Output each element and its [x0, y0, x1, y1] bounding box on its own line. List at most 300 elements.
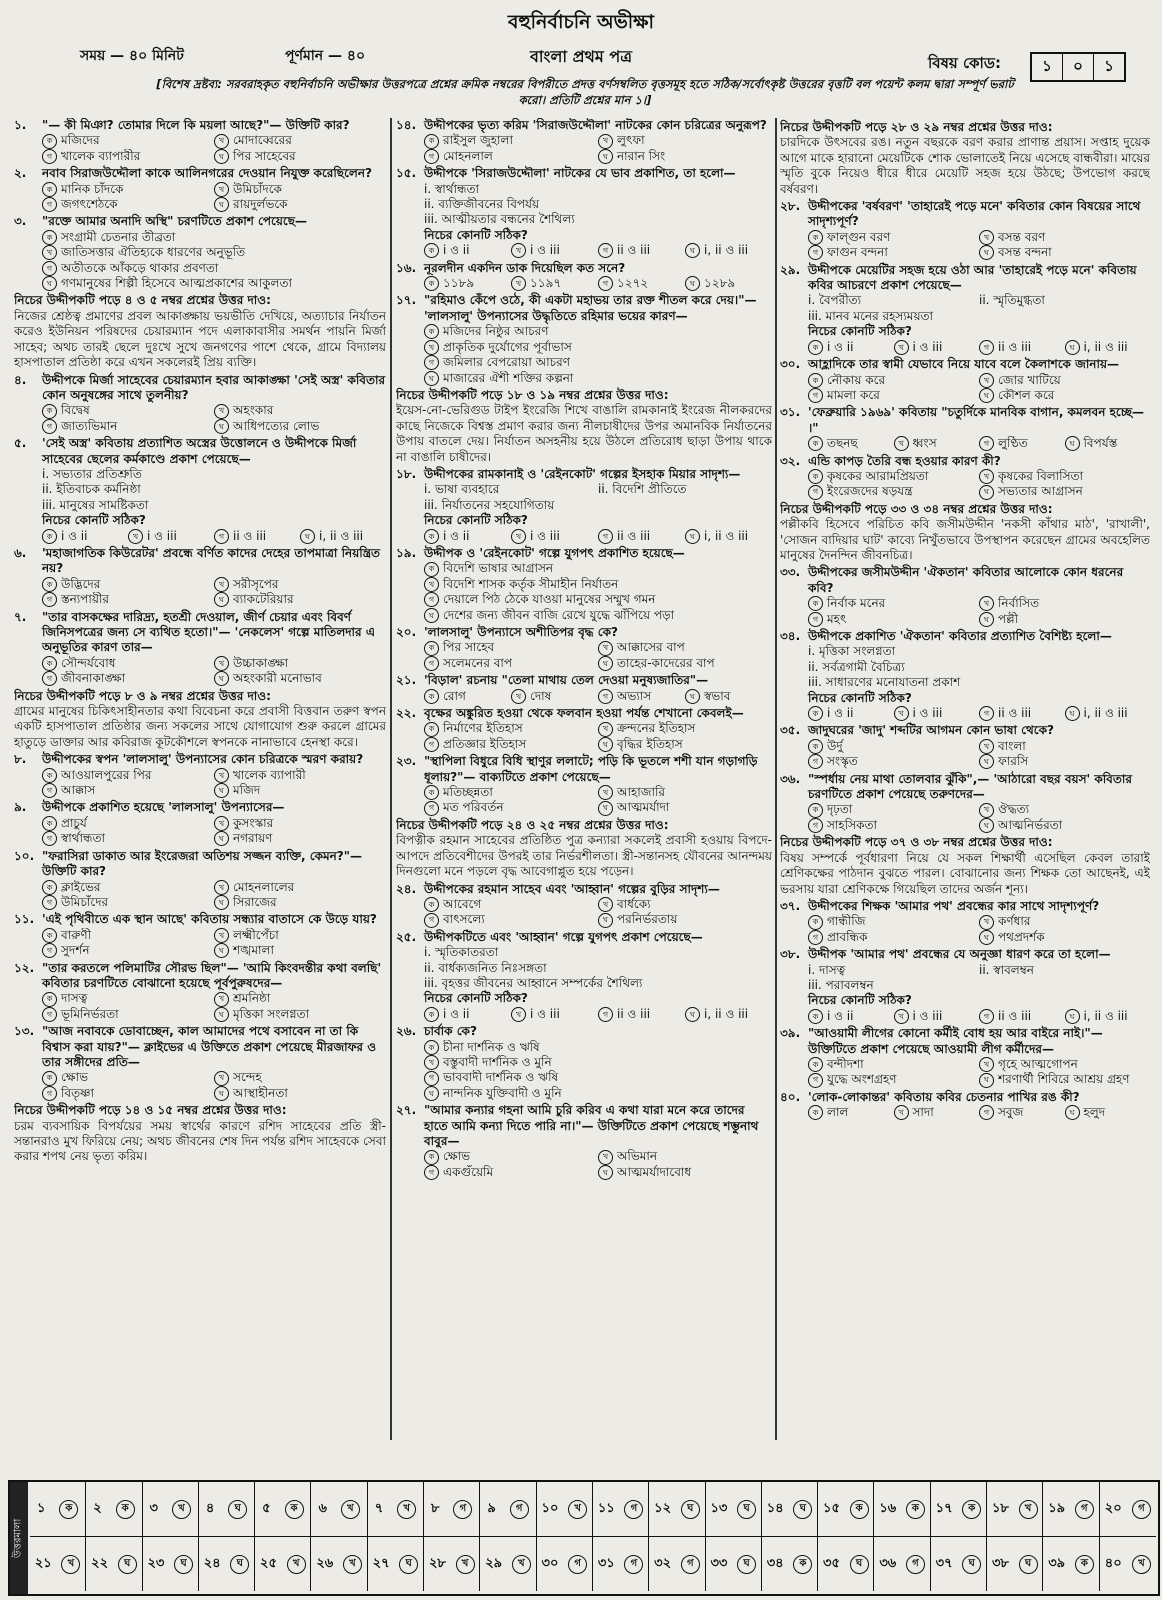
- option-letter-circle: গ: [424, 355, 439, 370]
- answer-key-cell: [706, 1537, 762, 1591]
- option-letter-circle: ঘ: [214, 1007, 229, 1022]
- question-header: [780, 899, 1150, 914]
- question-header: [780, 565, 1150, 596]
- option-letter-circle: গ: [42, 197, 57, 212]
- answer-key-row: [30, 1482, 1156, 1537]
- option-text: খালেক ব্যাপারীর: [61, 148, 141, 163]
- statement-item: iii. আত্মীয়তার বন্ধনের শৈথিল্য: [424, 212, 575, 227]
- option-text: সাহসিকতা: [827, 817, 877, 832]
- option-letter-circle: ঘ: [685, 243, 700, 258]
- option-item: [424, 340, 772, 355]
- option-text: আস্থাহীনতা: [233, 1085, 288, 1100]
- option-letter-circle: ঘ: [685, 276, 700, 291]
- stimulus-text: পল্লীকবি হিসেবে পরিচিত কবি জসীমউদ্দীন 'নকসী কাঁথার মাঠ', 'রাখালী', 'সোজন বাদিয়ার ঘাট' কাব্যে নিখুঁতভাবে উপস্থাপন করেছেন গ্রামের অবহেলিত মানুষের দৈনন্দিন জীবনচিত্র।: [780, 517, 1150, 562]
- option-letter-circle: খ: [894, 706, 909, 721]
- question-text: উদ্দীপকে মেয়েটির সহজ হয়ে ওঠা আর 'তাহারেই পড়ে মনে' কবিতায় কবির আচরণে প্রকাশ পেয়েছে—: [808, 262, 1137, 293]
- option-letter-circle: ঘ: [424, 1086, 439, 1101]
- option-text: সুদর্শন: [61, 943, 90, 958]
- answer-letter-circle: খ: [397, 1500, 416, 1519]
- option-letter-circle: গ: [42, 783, 57, 798]
- question-header: [780, 357, 1150, 372]
- answer-letter-circle: ঘ: [737, 1500, 756, 1519]
- question-number: ২.: [14, 166, 27, 181]
- option-text: মৃত্তিকা সংলগ্নতা: [233, 1006, 310, 1021]
- option-item: [42, 656, 214, 671]
- option-letter-circle: ঘ: [979, 930, 994, 945]
- option-text: একগুঁয়েমি: [443, 1164, 494, 1179]
- question-number: ২০.: [396, 625, 417, 639]
- option-list: [42, 230, 386, 292]
- answer-key-cell: [762, 1537, 818, 1591]
- option-list: [424, 529, 772, 544]
- option-letter-circle: ক: [42, 880, 57, 895]
- option-item: [214, 943, 386, 958]
- option-letter-circle: ঘ: [685, 1007, 700, 1022]
- option-item: [894, 1105, 980, 1120]
- option-text: i, ii ও iii: [319, 528, 364, 543]
- option-text: রোগ: [443, 688, 466, 703]
- option-text: মানিক চাঁদকে: [61, 181, 124, 196]
- question-header: [14, 800, 386, 815]
- question-item: [780, 565, 1150, 627]
- exam-header: [0, 0, 1162, 112]
- question-header: [780, 263, 1150, 294]
- option-item: [1065, 1009, 1151, 1024]
- option-text: স্বার্থান্ধতা: [61, 831, 106, 846]
- statement-list: [808, 963, 1150, 994]
- question-number: ২৭.: [396, 1103, 417, 1118]
- option-letter-circle: গ: [42, 149, 57, 164]
- option-letter-circle: গ: [424, 1071, 439, 1086]
- option-letter-circle: খ: [511, 276, 526, 291]
- answer-key-cell: [311, 1482, 367, 1536]
- answer-letter-circle: খ: [287, 1555, 306, 1574]
- option-text: মতিচ্ছন্নতা: [443, 785, 493, 800]
- question-header: [396, 166, 772, 181]
- option-letter-circle: ক: [42, 768, 57, 783]
- option-item: [424, 1055, 772, 1070]
- question-item: [780, 454, 1150, 500]
- question-number: ১০.: [14, 848, 35, 863]
- answer-key-cell: [368, 1482, 424, 1536]
- answer-key-cell: [1100, 1482, 1156, 1536]
- answer-key-cell: [480, 1482, 536, 1536]
- question-item: [14, 752, 386, 798]
- option-text: ii ও iii: [617, 243, 651, 258]
- option-item: [979, 245, 1150, 260]
- option-text: মোহনলাল: [443, 148, 493, 163]
- option-letter-circle: ক: [808, 739, 823, 754]
- option-letter-circle: গ: [42, 671, 57, 686]
- option-item: [808, 930, 979, 945]
- question-item: [14, 166, 386, 212]
- statement-list: [424, 945, 772, 991]
- option-text: কর্ণধার: [998, 914, 1031, 929]
- statement-item: iii. মানব মনের রহস্যময়তা: [808, 308, 934, 323]
- option-letter-circle: গ: [42, 419, 57, 434]
- question-item: [14, 436, 386, 544]
- option-item: [598, 640, 772, 655]
- option-list: [808, 914, 1150, 945]
- option-text: অতীতকে আঁকড়ে থাকার প্রবণতা: [61, 260, 219, 275]
- answer-key-cell: [1100, 1537, 1156, 1591]
- which-correct-label: নিচের কোনটি সঠিক?: [808, 324, 912, 339]
- option-text: নির্মাণের ইতিহাস: [443, 721, 523, 736]
- stimulus-heading: নিচের উদ্দীপকটি পড়ে ২৮ ও ২৯ নম্বর প্রশ্নের উত্তর দাও:: [780, 120, 1053, 134]
- option-item: [979, 739, 1150, 754]
- question-text: চার্বাক কে?: [424, 1024, 477, 1039]
- answer-question-number: ৫: [262, 1500, 271, 1516]
- subject-code-digit: ১: [1104, 56, 1114, 75]
- option-text: লাল: [827, 1105, 849, 1120]
- answer-letter-circle: গ: [453, 1500, 472, 1519]
- answer-letter-circle: ঘ: [681, 1500, 700, 1519]
- option-item: [42, 403, 214, 418]
- option-item: [42, 133, 214, 148]
- question-text: উদ্দীপকে 'সিরাজউদ্দৌলা' নাটকের যে ভাব প্রকাশিত, তা হলো—: [424, 166, 736, 181]
- answer-question-number: ৩৬: [879, 1555, 897, 1571]
- answer-key-cell: [818, 1537, 874, 1591]
- option-text: দাসত্ব: [61, 991, 88, 1006]
- option-text: কুসংস্কার: [233, 815, 274, 830]
- option-item: [424, 1149, 598, 1164]
- option-letter-circle: ঘ: [979, 485, 994, 500]
- option-item: [598, 276, 685, 291]
- option-item: [424, 133, 598, 148]
- option-text: ভূমিনির্ভরতা: [61, 1006, 119, 1021]
- option-text: ক্ষোভ: [443, 1149, 471, 1164]
- option-text: ইংরেজদের ষড়যন্ত্র: [827, 484, 913, 499]
- option-letter-circle: ক: [424, 897, 439, 912]
- question-number: ৩৪.: [780, 629, 801, 643]
- option-item: [214, 197, 386, 212]
- option-item: [808, 436, 894, 451]
- option-letter-circle: ক: [808, 915, 823, 930]
- option-letter-circle: ক: [808, 1105, 823, 1120]
- option-letter-circle: খ: [894, 340, 909, 355]
- option-letter-circle: খ: [214, 182, 229, 197]
- option-item: [598, 133, 772, 148]
- option-letter-circle: খ: [598, 134, 613, 149]
- option-list: [808, 1057, 1150, 1088]
- option-text: জাত্যভিমান: [61, 418, 118, 433]
- question-number: ৪০.: [780, 1089, 801, 1104]
- answer-letter-circle: খ: [61, 1555, 80, 1574]
- statement-item: i. বৈপরীত্য: [808, 293, 862, 308]
- option-text: ii ও iii: [617, 528, 651, 543]
- option-letter-circle: ক: [424, 324, 439, 339]
- question-number: ৯.: [14, 800, 27, 815]
- answer-key-cell: [143, 1482, 199, 1536]
- option-letter-circle: ক: [808, 373, 823, 388]
- answer-question-number: ৭: [374, 1500, 384, 1516]
- answer-key-cell: [30, 1482, 86, 1536]
- option-text: i ও ii: [827, 706, 854, 721]
- option-item: [424, 355, 772, 370]
- question-item: [780, 357, 1150, 403]
- question-text: "তার করতলে পলিমাটির সৌরভ ছিল"— 'আমি কিংবদন্তীর কথা বলছি' কবিতার চরণটিতে বোঝানো হয়েছে পূর্বপুরুষদের—: [42, 960, 382, 990]
- option-item: [424, 149, 598, 164]
- stimulus-block: [14, 689, 386, 751]
- question-text: বৃক্ষের অঙ্কুরিত হওয়া থেকে ফলবান হওয়া পর্যন্ত শেখানো কেবলই—: [424, 706, 744, 721]
- statement-item: ii. সর্বত্রগামী বৈচিত্র্য: [808, 659, 905, 674]
- option-text: i ও iii: [912, 1008, 943, 1023]
- question-text: 'মহাজাগতিক কিউরেটর' প্রবন্ধে বর্ণিত কাদের দেহের তাপমাত্রা নিয়ন্ত্রিত নয়?: [42, 545, 381, 576]
- option-letter-circle: খ: [214, 404, 229, 419]
- answer-key-cell: [649, 1537, 705, 1591]
- answer-letter-circle: খ: [568, 1500, 587, 1519]
- option-letter-circle: ঘ: [214, 197, 229, 212]
- option-item: [214, 419, 386, 434]
- stimulus-heading: নিচের উদ্দীপকটি পড়ে ৪ ও ৫ নম্বর প্রশ্নের উত্তর দাও:: [14, 293, 271, 308]
- option-item: [214, 133, 386, 148]
- option-item: [685, 529, 772, 544]
- option-text: মজিদের নিষ্ঠুর আচরণ: [443, 324, 549, 339]
- answer-letter-circle: ক: [116, 1500, 135, 1519]
- option-item: [511, 1007, 598, 1022]
- option-text: i ও ii: [61, 528, 88, 543]
- option-item: [598, 656, 772, 671]
- option-item: [300, 529, 386, 544]
- question-text: "ফরাসিরা ডাকাত আর ইংরেজরা অতিশয় সজ্জন ব্যক্তি, কেমন?"— উক্তিটি কার?: [42, 848, 363, 879]
- option-letter-circle: গ: [424, 149, 439, 164]
- exam-subject: বাংলা প্রথম পত্র: [530, 47, 632, 66]
- option-text: i ও iii: [912, 706, 943, 721]
- answer-question-number: ৩৭: [935, 1555, 953, 1571]
- question-text: নূরলদীন একদিন ডাক দিয়েছিল কত সনে?: [424, 260, 626, 275]
- option-text: সিরাজের: [233, 894, 277, 909]
- answer-question-number: ২৬: [316, 1555, 334, 1571]
- option-list: [808, 706, 1150, 721]
- question-header: [780, 772, 1150, 803]
- option-list: [42, 816, 386, 847]
- option-item: [894, 1009, 980, 1024]
- option-letter-circle: খ: [214, 577, 229, 592]
- answer-question-number: ১১: [597, 1500, 615, 1516]
- option-item: [42, 783, 214, 798]
- option-item: [214, 831, 386, 846]
- option-letter-circle: গ: [42, 1086, 57, 1101]
- option-letter-circle: ঘ: [214, 419, 229, 434]
- option-text: মজিদ: [233, 783, 261, 798]
- option-item: [979, 612, 1150, 627]
- option-letter-circle: খ: [214, 928, 229, 943]
- option-text: দেশের জন্য জীবন বাজি রেখে যুদ্ধে ঝাঁপিয়ে পড়া: [443, 607, 675, 622]
- question-item: [396, 293, 772, 385]
- option-list: [424, 561, 772, 623]
- option-item: [42, 943, 214, 958]
- option-item: [808, 373, 979, 388]
- option-letter-circle: ঘ: [979, 754, 994, 769]
- option-letter-circle: গ: [808, 388, 823, 403]
- question-header: [14, 752, 386, 767]
- option-item: [42, 928, 214, 943]
- option-letter-circle: গ: [598, 1007, 613, 1022]
- question-number: ২২.: [396, 706, 417, 721]
- option-item: [511, 276, 598, 291]
- stimulus-block: [780, 502, 1150, 564]
- question-item: [14, 610, 386, 687]
- option-item: [808, 1057, 979, 1072]
- option-letter-circle: ক: [424, 689, 439, 704]
- option-letter-circle: ঘ: [979, 245, 994, 260]
- option-text: বিদ্বেষ: [61, 403, 90, 418]
- option-text: প্রতিজ্ঞার ইতিহাস: [443, 736, 527, 751]
- answer-letter-circle: ক: [285, 1500, 304, 1519]
- option-item: [598, 721, 772, 736]
- option-letter-circle: গ: [42, 943, 57, 958]
- answer-key-row: [30, 1537, 1156, 1591]
- option-letter-circle: খ: [598, 722, 613, 737]
- option-letter-circle: ঘ: [685, 689, 700, 704]
- option-item: [979, 930, 1150, 945]
- answer-letter-circle: ক: [850, 1500, 869, 1519]
- option-item: [598, 1165, 772, 1180]
- question-number: ৩৫.: [780, 723, 801, 738]
- stimulus-heading: নিচের উদ্দীপকটি পড়ে ২৪ ও ২৫ নম্বর প্রশ্নের উত্তর দাও:: [396, 817, 669, 832]
- option-item: [42, 592, 214, 607]
- answer-letter-circle: ঘ: [850, 1555, 869, 1574]
- option-item: [424, 243, 511, 258]
- option-item: [808, 739, 979, 754]
- answer-key-cell: [255, 1537, 311, 1591]
- option-letter-circle: ঘ: [1065, 1105, 1080, 1120]
- answer-letter-circle: খ: [343, 1555, 362, 1574]
- option-text: নারান সিং: [617, 148, 666, 163]
- option-item: [598, 529, 685, 544]
- answer-key-cell: [537, 1482, 593, 1536]
- exam-title: বহুনির্বাচনি অভীক্ষা: [507, 11, 655, 33]
- question-number: ৭.: [14, 609, 27, 624]
- answer-letter-circle: গ: [568, 1555, 587, 1574]
- answer-question-number: ১৬: [879, 1500, 897, 1516]
- option-item: [128, 529, 214, 544]
- statement-item: ii. ব্যক্তিজীবনের বিপর্যয়: [424, 197, 540, 212]
- option-item: [424, 1040, 772, 1055]
- option-letter-circle: ঘ: [214, 592, 229, 607]
- answer-question-number: ১৪: [766, 1500, 784, 1516]
- stimulus-block: [396, 818, 772, 880]
- question-item: [396, 546, 772, 623]
- statement-item: ii. বিদেশি প্রীতিতে: [598, 482, 687, 497]
- question-number: ২১.: [396, 673, 417, 688]
- option-item: [598, 785, 772, 800]
- option-item: [424, 640, 598, 655]
- option-item: [42, 149, 214, 164]
- option-letter-circle: ঘ: [1065, 340, 1080, 355]
- option-letter-circle: ক: [42, 656, 57, 671]
- question-number: ৩৬.: [780, 771, 801, 786]
- answer-question-number: ৩০: [541, 1555, 559, 1571]
- option-text: আধিপত্যের লোভ: [233, 418, 320, 433]
- option-text: বন্দীদশা: [827, 1056, 864, 1071]
- option-text: ১২৮৯: [704, 276, 736, 291]
- answer-letter-circle: গ: [681, 1555, 700, 1574]
- option-text: উচ্চাকাঙ্ক্ষা: [233, 655, 289, 670]
- option-item: [214, 816, 386, 831]
- option-letter-circle: গ: [808, 612, 823, 627]
- option-letter-circle: গ: [42, 261, 57, 276]
- option-list: [42, 577, 386, 608]
- option-letter-circle: গ: [808, 818, 823, 833]
- option-letter-circle: গ: [42, 831, 57, 846]
- option-letter-circle: ক: [808, 469, 823, 484]
- option-item: [808, 914, 979, 929]
- option-item: [424, 1165, 598, 1180]
- option-letter-circle: ঘ: [598, 801, 613, 816]
- statement-item: i. স্বার্থান্ধতা: [424, 181, 479, 196]
- statement-item: iii. নির্যাতনের সহযোগিতায়: [424, 497, 555, 512]
- stimulus-text: চরম ব্যবসায়িক বিপর্যয়ের সময় স্বার্থের কারণে রশিদ সাহেবের প্রতি স্ত্রী-সন্তানরাও মুখ ফিরিয়ে নেয়; অথচ জীবনের শেষ দিন পর্যন্ত রশিদ সাহেবকে সেবা করার শপথ নেয় ভৃত্য করিম।: [14, 1118, 386, 1164]
- option-item: [598, 243, 685, 258]
- option-letter-circle: খ: [511, 689, 526, 704]
- question-item: [780, 723, 1150, 769]
- option-text: আত্মমর্যাদাবোধ: [617, 1164, 692, 1179]
- answer-key-cell: [199, 1537, 255, 1591]
- option-item: [808, 245, 979, 260]
- option-text: মোদাব্বেরের: [233, 133, 292, 148]
- question-number: ১২.: [14, 960, 35, 975]
- option-list: [808, 1009, 1150, 1024]
- option-letter-circle: গ: [808, 930, 823, 945]
- answer-question-number: ১৫: [823, 1500, 840, 1516]
- option-letter-circle: খ: [424, 340, 439, 355]
- option-item: [685, 689, 772, 704]
- answer-question-number: ১০: [541, 1500, 559, 1516]
- question-number: ৩২.: [780, 453, 801, 468]
- option-text: বারুণী: [61, 927, 92, 942]
- option-letter-circle: খ: [42, 245, 57, 260]
- option-item: [979, 754, 1150, 769]
- option-text: উদ্ভিদের: [61, 576, 101, 591]
- statement-list: [424, 482, 772, 513]
- option-item: [598, 912, 772, 927]
- statement-item: iii. বৃহত্তর জীবনের আহ্বানে সম্পর্কের শৈথিল্য: [424, 975, 643, 990]
- option-letter-circle: ক: [424, 1007, 439, 1022]
- option-item: [42, 261, 386, 276]
- answer-key-cell: [649, 1482, 705, 1536]
- option-letter-circle: ক: [42, 577, 57, 592]
- option-text: মাজারের ঐশী শক্তির কল্পনা: [443, 370, 574, 385]
- option-item: [424, 577, 772, 592]
- option-letter-circle: ঘ: [424, 371, 439, 386]
- question-header: [780, 723, 1150, 738]
- answer-question-number: ৩৪: [766, 1555, 784, 1571]
- option-text: ফাল্গুন বরণ: [827, 229, 891, 244]
- option-text: লুৎফা: [617, 133, 645, 148]
- question-header: [780, 454, 1150, 469]
- option-letter-circle: গ: [979, 1009, 994, 1024]
- option-item: [598, 689, 685, 704]
- answer-letter-circle: খ: [341, 1500, 360, 1519]
- stimulus-heading: নিচের উদ্দীপকটি পড়ে ৩৩ ও ৩৪ নম্বর প্রশ্নের উত্তর দাও:: [780, 501, 1053, 516]
- answer-letter-circle: ঘ: [174, 1555, 193, 1574]
- question-header: [396, 1024, 772, 1039]
- answer-letter-circle: ক: [962, 1500, 981, 1519]
- option-letter-circle: খ: [979, 1057, 994, 1072]
- answer-letter-circle: ঘ: [962, 1555, 981, 1574]
- answer-question-number: ১২: [654, 1500, 672, 1516]
- question-header: [14, 118, 386, 133]
- option-letter-circle: ক: [424, 529, 439, 544]
- question-item: [780, 899, 1150, 945]
- option-item: [42, 991, 214, 1006]
- answer-key-cell: [86, 1482, 142, 1536]
- answer-question-number: ৩৮: [991, 1555, 1009, 1571]
- answer-letter-circle: গ: [624, 1555, 643, 1574]
- option-item: [979, 469, 1150, 484]
- option-letter-circle: খ: [979, 915, 994, 930]
